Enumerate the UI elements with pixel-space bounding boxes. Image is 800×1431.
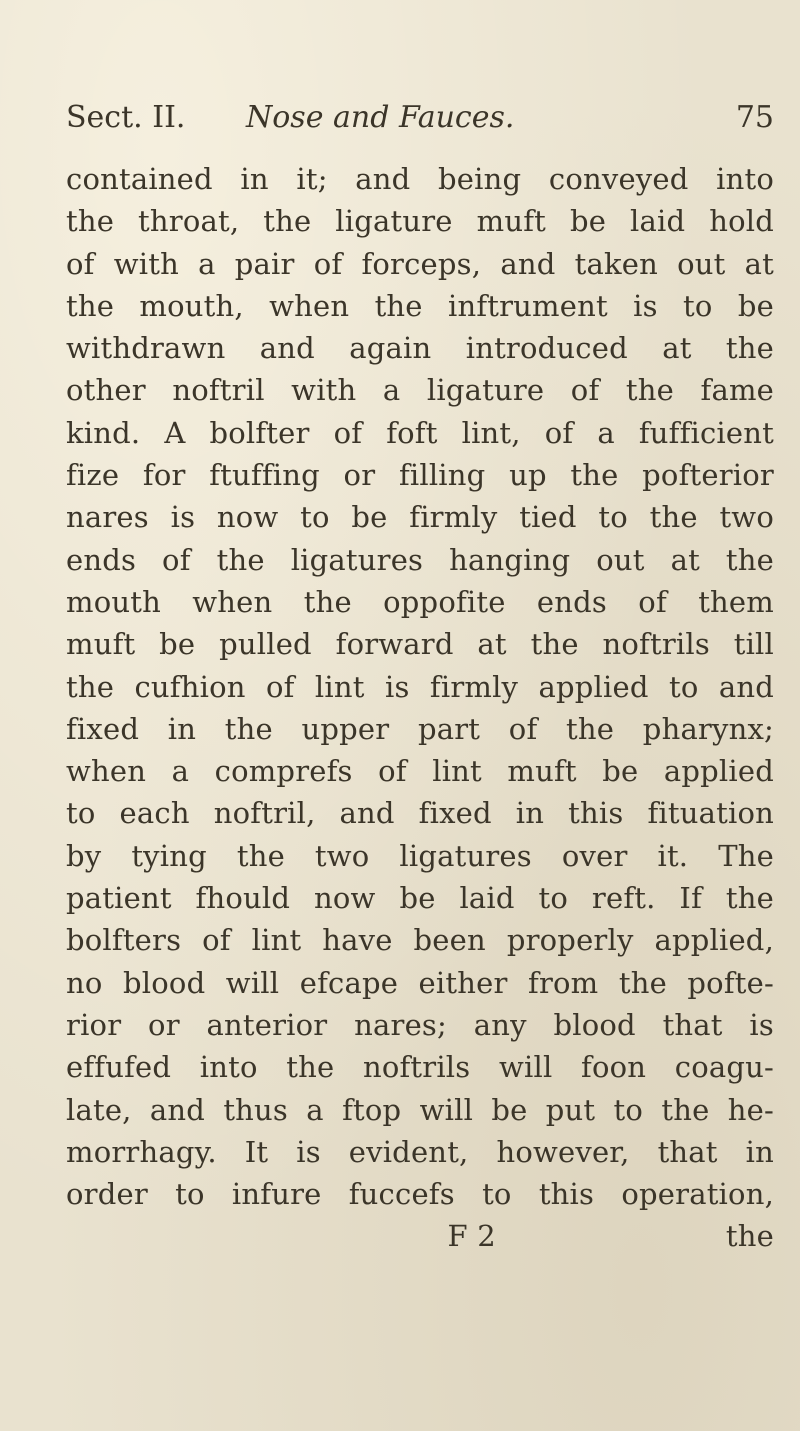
text-line: patient fhould now be laid to reft. If the bbox=[66, 881, 774, 916]
text-line: the mouth, when the inftrument is to be bbox=[66, 288, 774, 323]
text-line: muft be pulled forward at the noftrils till bbox=[66, 627, 774, 662]
page-number: 75 bbox=[735, 100, 774, 135]
text-line: effufed into the noftrils will foon coagu- bbox=[66, 1050, 774, 1085]
text-line: when a comprefs of lint muft be applied bbox=[66, 754, 774, 789]
section-label: Sect. II. bbox=[66, 100, 186, 135]
catchword: the bbox=[725, 1219, 774, 1254]
text-line: kind. A bolfter of foft lint, of a fufficient bbox=[66, 415, 774, 450]
page-title: Nose and Fauces. bbox=[246, 100, 515, 135]
text-line: morrhagy. It is evident, however, that in bbox=[66, 1134, 774, 1169]
text-line: nares is now to be firmly tied to the two bbox=[66, 500, 774, 535]
text-line: ends of the ligatures hanging out at the bbox=[66, 542, 774, 577]
text-line: bolfters of lint have been properly applied, bbox=[66, 923, 774, 958]
text-line: other noftril with a ligature of the fame bbox=[66, 373, 774, 408]
body-text bbox=[66, 158, 774, 1258]
running-head bbox=[66, 100, 774, 140]
text-line: by tying the two ligatures over it. The bbox=[66, 838, 774, 873]
text-line: rior or anterior nares; any blood that is bbox=[66, 1007, 774, 1042]
text-line: order to infure fuccefs to this operation, bbox=[66, 1177, 774, 1212]
text-line: late, and thus a ftop will be put to the he- bbox=[66, 1092, 774, 1127]
text-line: fixed in the upper part of the pharynx; bbox=[66, 711, 774, 746]
text-line: no blood will efcape either from the pofte- bbox=[66, 965, 774, 1000]
signature-mark: F 2 bbox=[447, 1219, 496, 1254]
text-line: withdrawn and again introduced at the bbox=[66, 331, 774, 366]
text-line: to each noftril, and fixed in this fituation bbox=[66, 796, 774, 831]
text-line: the cufhion of lint is firmly applied to and bbox=[66, 669, 774, 704]
footer-line bbox=[66, 1215, 774, 1257]
text-line: the throat, the ligature muft be laid hold bbox=[66, 204, 774, 239]
text-line: fize for ftuffing or filling up the pofterior bbox=[66, 458, 774, 493]
text-line: of with a pair of forceps, and taken out at bbox=[66, 246, 774, 281]
text-line: mouth when the oppofite ends of them bbox=[66, 584, 774, 619]
text-line: contained in it; and being conveyed into bbox=[66, 162, 774, 196]
